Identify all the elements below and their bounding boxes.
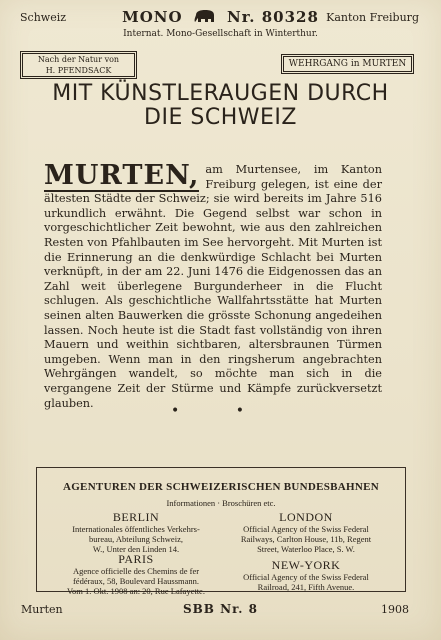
agencies-title: AGENTUREN DER SCHWEIZERISCHEN BUNDESBAHNEN <box>62 481 380 493</box>
paris-line-1: Agence officielle des Chemins de fer <box>72 566 200 576</box>
footer-year: 1908 <box>381 603 409 616</box>
header-country: Schweiz <box>20 11 67 24</box>
article-body <box>44 160 382 411</box>
agency-london <box>221 510 391 554</box>
london-line-1: Official Agency of the Swiss Federal <box>243 524 369 534</box>
london-line-2: Railways, Carlton House, 11b, Regent <box>240 534 372 544</box>
artist-credit-box <box>22 53 135 77</box>
newyork-line-2: Railroad, 241, Fifth Avenue. <box>257 582 355 592</box>
elephant-icon <box>193 9 217 29</box>
berlin-line-1: Internationales öffentliches Verkehrs- <box>72 524 200 534</box>
headline-line-1: MIT KÜNSTLERAUGEN DURCH <box>52 81 389 106</box>
agency-newyork <box>221 558 391 592</box>
credit-line-1: Nach der Natur von <box>37 55 120 64</box>
brand-subtitle: Internat. Mono-Gesellschaft in Winterthur. <box>123 29 318 39</box>
agencies-subtitle: Informationen · Broschüren etc. <box>166 498 276 508</box>
agency-berlin <box>51 510 221 554</box>
header-canton: Kanton Freiburg <box>326 11 419 24</box>
city-paris: PARIS <box>118 552 154 566</box>
brand-name: MONO <box>122 8 183 26</box>
city-london: LONDON <box>279 510 333 524</box>
berlin-line-2: bureau, Abteilung Schweiz, <box>89 534 183 544</box>
credit-line-2: H. PFENDSACK <box>45 66 112 75</box>
article-dropcap: MURTEN, <box>44 160 200 191</box>
berlin-line-3: W., Unter den Linden 14. <box>92 544 180 554</box>
agency-paris <box>51 552 221 596</box>
paris-line-2: fédéraux, 58, Boulevard Haussmann. <box>72 576 200 586</box>
picture-caption-box: WEHRGANG in MURTEN <box>283 56 412 72</box>
london-line-3: Street, Waterloo Place, S. W. <box>257 544 355 554</box>
headline <box>0 82 441 130</box>
newyork-line-1: Official Agency of the Swiss Federal <box>243 572 369 582</box>
brand-number: Nr. 80328 <box>227 8 319 26</box>
footer-place: Murten <box>21 603 63 616</box>
footer-series: SBB Nr. 8 <box>182 602 259 616</box>
paris-line-3: Vom 1. Okt. 1908 an: 20, Rue Lafayette. <box>67 586 205 596</box>
city-berlin: BERLIN <box>112 510 160 524</box>
article-text: am Murtensee, im Kanton Freiburg gelegen, ist eine der ältesten Städte der Schweiz; sie wird bereits im Jahre 516 urkundlich erwähnt. Die Gegend selbst war schon in vorgeschichtlicher Zeit bewohnt, wie aus den zahlreichen Resten von Pfahlbauten im See hervorgeht. Mit Murten ist die Erinnerung an die denkwürdige Schlacht bei Murten verknüpft, in der am 22. Juni 1476 die Eidgenossen das an Zahl weit überlegene Burgunderheer in die Flucht schlugen. Als geschichtliche Wallfahrtsstätte hat Murten seinen alten Bauwerken die grösste Schonung angedeihen lassen. Noch heute ist die Stadt fast vollständig von ihren Mauern und weithin sichtbaren, altersbraunen Türmen umgeben. Wenn man in den ringsherum angebrachten Wehrgängen wandelt, so möchte man sich in die vergangene Zeit der Stürme und Kämpfe zurückversetzt glauben. <box>44 163 382 410</box>
ornament-dots: • • <box>171 403 270 419</box>
city-newyork: NEW-YORK <box>271 558 341 572</box>
agencies-box <box>36 467 406 596</box>
headline-line-2: DIE SCHWEIZ <box>144 105 297 130</box>
